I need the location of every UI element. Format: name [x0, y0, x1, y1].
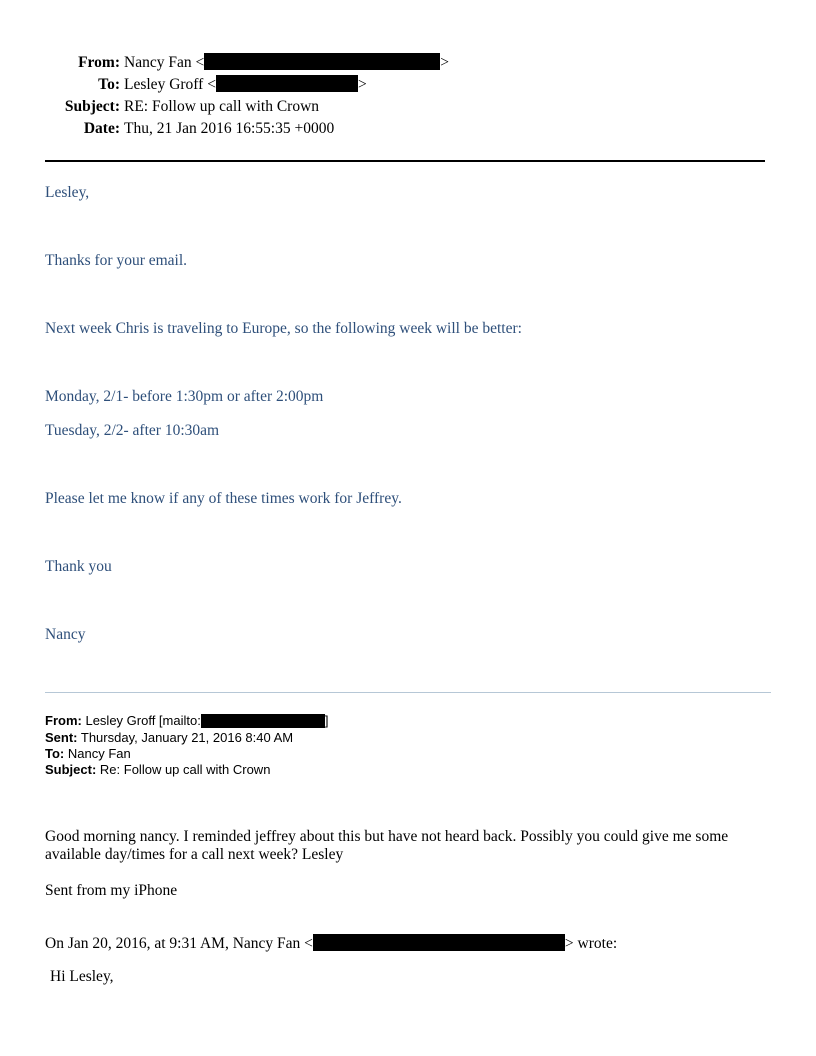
header-to-label: To:: [98, 76, 120, 93]
forwarded-sent-row: [45, 730, 293, 746]
header-subject-value: RE: Follow up call with Crown: [124, 98, 320, 115]
reply-slot-1: Monday, 2/1- before 1:30pm or after 2:00pm: [45, 388, 324, 405]
redaction-bar: [201, 714, 325, 728]
forwarded-subject-value: Re: Follow up call with Crown: [99, 762, 271, 777]
header-divider: [45, 160, 765, 162]
header-to-close: >: [357, 76, 367, 93]
header-from-name: Nancy Fan <: [124, 54, 205, 71]
header-from-value: [124, 52, 449, 74]
quote-intro: [45, 934, 765, 953]
quote-intro-prefix: On Jan 20, 2016, at 9:31 AM, Nancy Fan <: [45, 935, 313, 952]
quote-divider: [45, 692, 771, 693]
forwarded-to-row: [45, 746, 131, 762]
forwarded-sent-label: Sent:: [45, 730, 78, 745]
reply-line-3: Please let me know if any of these times work for Jeffrey.: [45, 490, 402, 507]
message-body: Good morning nancy. I reminded jeffrey about this but have not heard back. Possibly you could give me some available day/times for a call next week? Lesley: [45, 828, 729, 863]
forwarded-subject-label: Subject:: [45, 762, 97, 777]
header-date-label: Date:: [83, 120, 120, 137]
quote-greeting: Hi Lesley,: [50, 968, 114, 985]
forwarded-sent-value: Thursday, January 21, 2016 8:40 AM: [80, 730, 294, 745]
header-from-label: From:: [78, 54, 120, 71]
forwarded-from-row: [45, 713, 328, 729]
reply-thanks: Thank you: [45, 558, 112, 575]
reply-line-2: Next week Chris is traveling to Europe, so the following week will be better:: [45, 320, 522, 337]
redaction-bar: [216, 75, 358, 92]
redaction-bar: [204, 53, 440, 70]
header-date-value: Thu, 21 Jan 2016 16:55:35 +0000: [124, 120, 335, 137]
forwarded-to-value: Nancy Fan: [67, 746, 131, 761]
quote-intro-suffix: > wrote:: [564, 935, 618, 952]
forwarded-to-label: To:: [45, 746, 65, 761]
reply-slot-2: Tuesday, 2/2- after 10:30am: [45, 422, 220, 439]
header-subject-label: Subject:: [64, 98, 120, 115]
reply-signature: Nancy: [45, 626, 86, 643]
reply-line-1: Thanks for your email.: [45, 252, 188, 269]
message-sent-from: Sent from my iPhone: [45, 882, 178, 899]
reply-greeting: Lesley,: [45, 184, 90, 201]
forwarded-from-close: ]: [324, 713, 329, 728]
forwarded-from-value: Lesley Groff [mailto:: [85, 713, 201, 728]
redaction-bar: [313, 934, 565, 951]
header-to-value: [124, 74, 367, 96]
forwarded-subject-row: [45, 762, 270, 778]
header-to-name: Lesley Groff <: [124, 76, 216, 93]
forwarded-from-label: From:: [45, 713, 82, 728]
header-from-close: >: [440, 54, 449, 71]
